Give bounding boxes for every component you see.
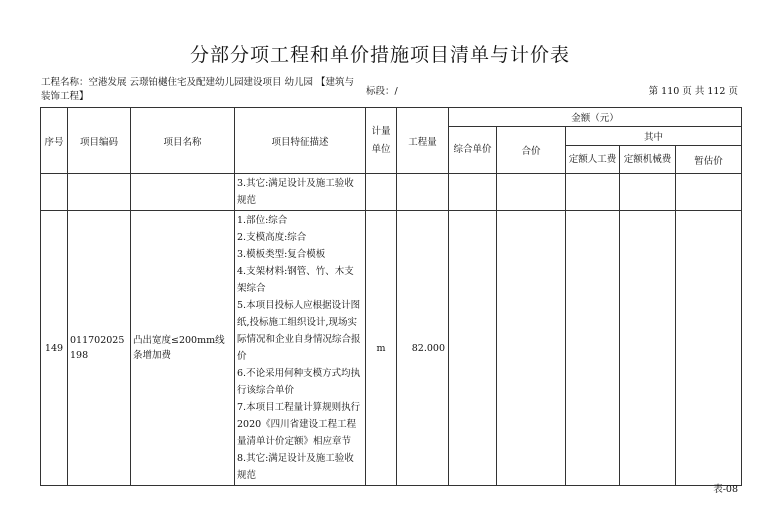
header-name: 项目名称	[131, 108, 235, 174]
cell-unit	[366, 174, 397, 211]
desc-line: 4.支架材料:钢管、竹、木支架综合	[237, 266, 354, 294]
desc-line: 5.本项目投标人应根据设计图纸,投标施工组织设计,现场实际情况和企业自身情况综合报价	[237, 300, 361, 362]
cell-seq: 149	[41, 211, 68, 486]
cell-qty	[397, 174, 449, 211]
cell-qty: 82.000	[397, 211, 449, 486]
header-among: 其中	[566, 127, 742, 146]
header-labor: 定额人工费	[566, 146, 620, 174]
cell-unit-price	[449, 174, 497, 211]
cell-provisional	[676, 211, 742, 486]
desc-line: 8.其它:满足设计及施工验收规范	[237, 453, 354, 481]
cell-labor	[566, 174, 620, 211]
cell-total	[497, 211, 566, 486]
header-row-1	[41, 108, 742, 127]
cell-code: 011702025198	[68, 211, 131, 486]
page-title: 分部分项工程和单价措施项目清单与计价表	[189, 44, 570, 66]
cell-unit-price	[449, 211, 497, 486]
header-seq: 序号	[41, 108, 68, 174]
cell-labor	[566, 211, 620, 486]
header-unit: 计量单位	[366, 108, 397, 174]
header-total: 合价	[497, 127, 566, 174]
desc-line: 7.本项目工程量计算规则执行2020《四川省建设工程工程量清单计价定额》相应章节	[237, 402, 361, 447]
desc-line: 3.模板类型:复合模板	[237, 249, 326, 260]
header-code: 项目编码	[68, 108, 131, 174]
cell-name: 凸出宽度≤200mm线条增加费	[131, 211, 235, 486]
header-desc: 项目特征描述	[235, 108, 366, 174]
project-name: 工程名称：空港发展 云璟铂樾住宅及配建幼儿园建设项目 幼儿园 【建筑与装饰工程】	[41, 77, 355, 102]
page-info: 第 110 页 共 112 页	[648, 86, 738, 97]
cell-desc	[235, 211, 366, 486]
bill-table	[40, 107, 742, 486]
desc-line: 6.不论采用何种支模方式均执行该综合单价	[237, 368, 361, 396]
desc-line: 3.其它:满足设计及施工验收规范	[237, 178, 354, 206]
cell-total	[497, 174, 566, 211]
desc-line: 1.部位:综合	[237, 215, 288, 226]
cell-desc	[235, 174, 366, 211]
cell-code	[68, 174, 131, 211]
cell-seq	[41, 174, 68, 211]
cell-machine	[620, 174, 676, 211]
table-row	[41, 211, 742, 486]
section-label: 标段：/	[366, 86, 398, 97]
header-machine: 定额机械费	[620, 146, 676, 174]
cell-name	[131, 174, 235, 211]
form-number: 表-08	[713, 484, 738, 495]
header-qty: 工程量	[397, 108, 449, 174]
table-row	[41, 174, 742, 211]
header-amount: 金额（元）	[449, 108, 742, 127]
cell-machine	[620, 211, 676, 486]
header-unit-price: 综合单价	[449, 127, 497, 174]
desc-line: 2.支模高度:综合	[237, 232, 307, 243]
header-provisional: 暂估价	[676, 146, 742, 174]
cell-unit: m	[366, 211, 397, 486]
cell-provisional	[676, 174, 742, 211]
